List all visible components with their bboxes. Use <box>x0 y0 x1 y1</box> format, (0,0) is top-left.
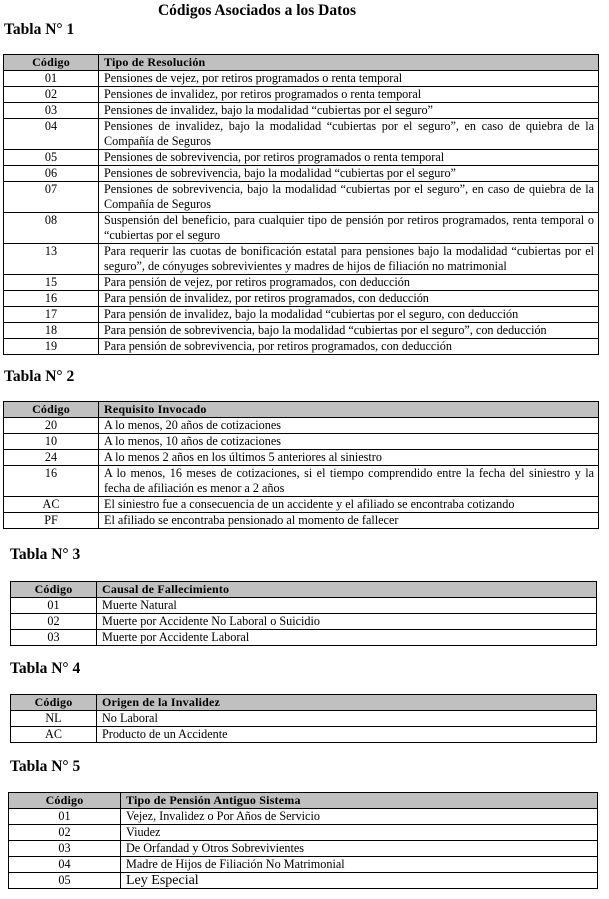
table-row <box>4 307 599 323</box>
cell-descripcion: A lo menos, 16 meses de cotizaciones, si el tiempo comprendido entre la fecha del siniestro y la fecha de afiliación es menor a 2 años <box>99 466 599 497</box>
cell-codigo: 04 <box>9 857 121 873</box>
document-title: Códigos Asociados a los Datos <box>157 2 357 19</box>
column-header-causal-fallecimiento: Causal de Fallecimiento <box>97 582 597 598</box>
cell-codigo: 05 <box>4 150 99 166</box>
table-3-title: Tabla N° 3 <box>10 546 81 563</box>
cell-descripcion: Para pensión de vejez, por retiros programados, con deducción <box>99 275 599 291</box>
cell-codigo: NL <box>11 711 97 727</box>
cell-codigo: 01 <box>11 598 97 614</box>
table-2 <box>3 401 599 529</box>
cell-descripcion: A lo menos 2 años en los últimos 5 anteriores al siniestro <box>99 450 599 466</box>
cell-codigo: 17 <box>4 307 99 323</box>
table-row <box>4 450 599 466</box>
cell-descripcion: Para pensión de invalidez, por retiros programados, con deducción <box>99 291 599 307</box>
cell-codigo: 06 <box>4 166 99 182</box>
table-row <box>4 150 599 166</box>
table-5 <box>8 792 598 889</box>
table-header-row <box>11 582 597 598</box>
table-header-row <box>4 402 599 418</box>
cell-descripcion: Pensiones de sobrevivencia, bajo la modalidad “cubiertas por el seguro”, en caso de quiebra de la Compañía de Seguros <box>99 182 599 213</box>
column-header-tipo-resolucion: Tipo de Resolución <box>99 55 599 71</box>
table-2-title: Tabla N° 2 <box>4 368 75 385</box>
cell-descripcion: Muerte Natural <box>97 598 597 614</box>
table-row <box>4 244 599 275</box>
table-row <box>4 434 599 450</box>
cell-codigo: 03 <box>9 841 121 857</box>
cell-descripcion: Pensiones de vejez, por retiros programados o renta temporal <box>99 71 599 87</box>
cell-codigo: 05 <box>9 873 121 889</box>
column-header-requisito-invocado: Requisito Invocado <box>99 402 599 418</box>
cell-codigo: 08 <box>4 213 99 244</box>
cell-descripcion: El afiliado se encontraba pensionado al momento de fallecer <box>99 513 599 529</box>
table-header-row <box>9 793 598 809</box>
cell-descripcion: Para pensión de sobrevivencia, por retiros programados, con deducción <box>99 339 599 355</box>
table-row <box>4 182 599 213</box>
column-header-codigo: Código <box>9 793 121 809</box>
column-header-origen-invalidez: Origen de la Invalidez <box>97 695 597 711</box>
cell-codigo: 15 <box>4 275 99 291</box>
table-3 <box>10 581 597 646</box>
table-row <box>9 873 598 889</box>
cell-codigo: 10 <box>4 434 99 450</box>
table-row <box>4 513 599 529</box>
table-row <box>4 323 599 339</box>
cell-codigo: 16 <box>4 291 99 307</box>
table-row <box>4 466 599 497</box>
table-header-row <box>11 695 597 711</box>
cell-codigo: 16 <box>4 466 99 497</box>
cell-descripcion: Para pensión de invalidez, bajo la modalidad “cubiertas por el seguro, con deducción <box>99 307 599 323</box>
table-row <box>4 103 599 119</box>
table-4 <box>10 694 597 743</box>
table-row <box>9 809 598 825</box>
column-header-codigo: Código <box>11 582 97 598</box>
cell-descripcion: Para pensión de sobrevivencia, bajo la modalidad “cubiertas por el seguro”, con deducción <box>99 323 599 339</box>
column-header-tipo-pension: Tipo de Pensión Antiguo Sistema <box>121 793 598 809</box>
cell-descripcion: Madre de Hijos de Filiación No Matrimonial <box>121 857 598 873</box>
table-row <box>11 727 597 743</box>
table-row <box>4 71 599 87</box>
cell-codigo: 02 <box>11 614 97 630</box>
cell-descripcion: Pensiones de invalidez, por retiros programados o renta temporal <box>99 87 599 103</box>
table-row <box>4 291 599 307</box>
cell-codigo: 01 <box>9 809 121 825</box>
table-row <box>9 857 598 873</box>
cell-codigo: 04 <box>4 119 99 150</box>
cell-codigo: 03 <box>11 630 97 646</box>
cell-codigo: AC <box>11 727 97 743</box>
cell-codigo: 20 <box>4 418 99 434</box>
cell-descripcion: Pensiones de sobrevivencia, bajo la modalidad “cubiertas por el seguro” <box>99 166 599 182</box>
cell-descripcion: Viudez <box>121 825 598 841</box>
cell-descripcion: A lo menos, 10 años de cotizaciones <box>99 434 599 450</box>
cell-descripcion: Producto de un Accidente <box>97 727 597 743</box>
table-row <box>4 418 599 434</box>
cell-codigo: 03 <box>4 103 99 119</box>
table-row <box>11 711 597 727</box>
cell-codigo: 02 <box>4 87 99 103</box>
column-header-codigo: Código <box>11 695 97 711</box>
column-header-codigo: Código <box>4 402 99 418</box>
cell-descripcion: Pensiones de invalidez, bajo la modalidad “cubiertas por el seguro”, en caso de quiebra de la Compañía de Seguros <box>99 119 599 150</box>
cell-descripcion: Suspensión del beneficio, para cualquier tipo de pensión por retiros programados, renta temporal o “cubiertas por el seguro <box>99 213 599 244</box>
table-5-title: Tabla N° 5 <box>10 758 81 775</box>
cell-codigo: 13 <box>4 244 99 275</box>
table-header-row <box>4 55 599 71</box>
cell-descripcion: Ley Especial <box>121 873 598 889</box>
cell-descripcion: De Orfandad y Otros Sobrevivientes <box>121 841 598 857</box>
cell-descripcion: Muerte por Accidente No Laboral o Suicidio <box>97 614 597 630</box>
table-row <box>11 630 597 646</box>
cell-descripcion: A lo menos, 20 años de cotizaciones <box>99 418 599 434</box>
table-row <box>4 87 599 103</box>
column-header-codigo: Código <box>4 55 99 71</box>
cell-descripcion: Vejez, Invalidez o Por Años de Servicio <box>121 809 598 825</box>
table-row <box>4 497 599 513</box>
cell-codigo: 01 <box>4 71 99 87</box>
table-row <box>11 598 597 614</box>
cell-descripcion: Para requerir las cuotas de bonificación estatal para pensiones bajo la modalidad “cubiertas por el seguro”, de cónyuges sobrevivientes y madres de hijos de filiación no matrimonial <box>99 244 599 275</box>
cell-codigo: 07 <box>4 182 99 213</box>
cell-descripcion: El siniestro fue a consecuencia de un accidente y el afiliado se encontraba cotizando <box>99 497 599 513</box>
table-row <box>11 614 597 630</box>
table-row <box>9 841 598 857</box>
table-row <box>4 213 599 244</box>
cell-descripcion: Pensiones de invalidez, bajo la modalidad “cubiertas por el seguro” <box>99 103 599 119</box>
table-row <box>4 166 599 182</box>
table-1 <box>3 54 599 355</box>
table-row <box>4 339 599 355</box>
cell-codigo: 19 <box>4 339 99 355</box>
cell-descripcion: No Laboral <box>97 711 597 727</box>
cell-descripcion: Pensiones de sobrevivencia, por retiros programados o renta temporal <box>99 150 599 166</box>
table-row <box>4 275 599 291</box>
table-4-title: Tabla N° 4 <box>10 660 81 677</box>
cell-codigo: 24 <box>4 450 99 466</box>
table-row <box>4 119 599 150</box>
cell-codigo: 02 <box>9 825 121 841</box>
cell-codigo: PF <box>4 513 99 529</box>
table-1-title: Tabla N° 1 <box>4 21 75 38</box>
cell-codigo: AC <box>4 497 99 513</box>
cell-descripcion: Muerte por Accidente Laboral <box>97 630 597 646</box>
table-row <box>9 825 598 841</box>
cell-codigo: 18 <box>4 323 99 339</box>
